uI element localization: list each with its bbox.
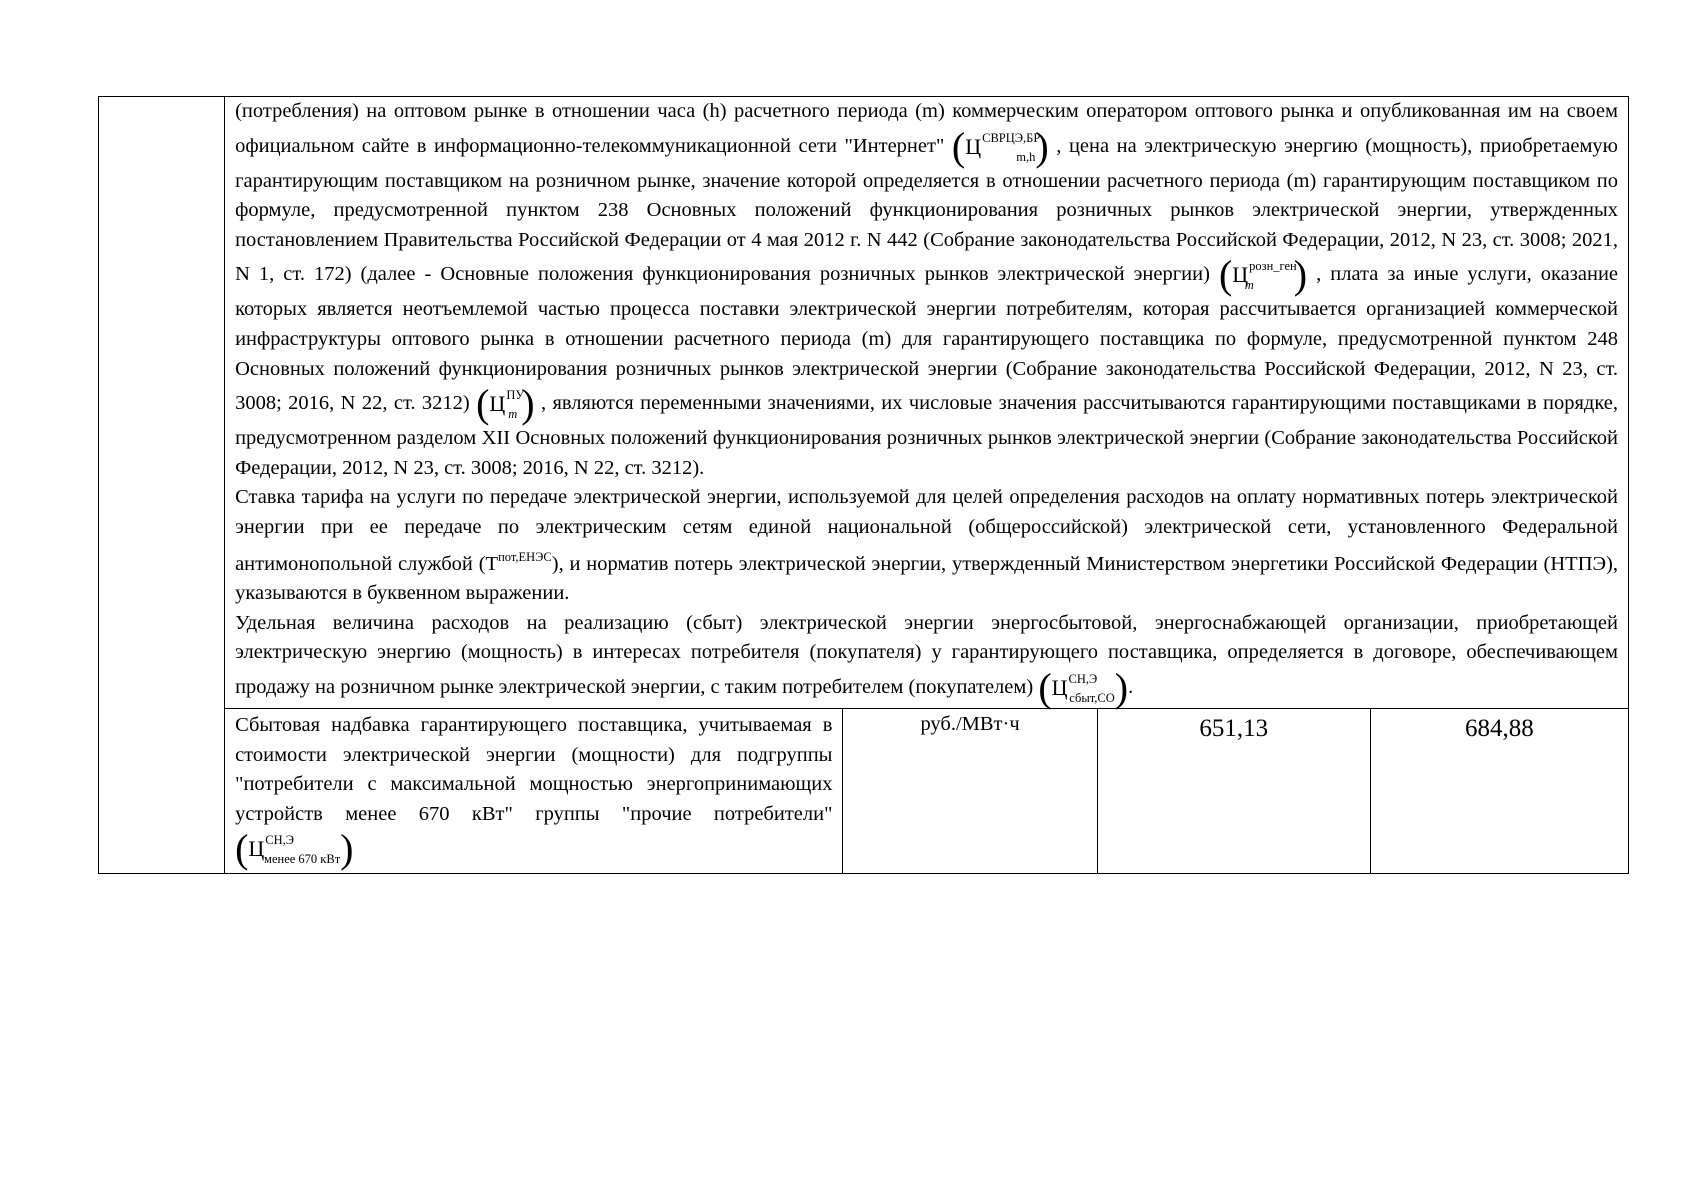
unit-cell: [843, 708, 1097, 873]
paragraph-2: [235, 483, 1618, 608]
formula-sub: m,h: [1016, 149, 1036, 164]
formula-sbyt-so: $(Ц^{СН,Э}_{сбыт,СО})$: [1038, 664, 1129, 710]
indicator-text: [225, 709, 842, 873]
formula-pu: ($Ц^{ПУ}_m$ ): [476, 381, 535, 427]
formula-sup: розн_ген: [1249, 259, 1297, 274]
value-first-half: 651,13: [1199, 714, 1269, 742]
text-fragment: , плата за иные услуги, оказание которых является неотъемлемой частью процесса поставки электрической энергии потребителям, которая рассчитывается организацией коммерческой инфраструктуры оптового рынка в отношении расчетного периода (m) для гарантирующего поставщика по формуле, предусмотренной пунктом 248 Основных положений функционирования розничных рынков электрической энергии (Собрание законодательства Российской Федерации, 2012, N 23, ст. 3008; 2016, N 22, ст. 3212): [235, 263, 1619, 415]
formula-rozn-gen: ($Ц^{розн\_ген}_m$ ): [1218, 252, 1308, 298]
description-cell: [225, 97, 1629, 709]
tariff-table: [98, 96, 1629, 874]
text-fragment: Сбытовая надбавка гарантирующего поставщика, учитываемая в стоимости электрической энергии (мощности) для подгруппы "потребители с максимальной мощностью энергопринимающих устройств менее 670 кВт" группы "прочие потребители": [235, 713, 833, 825]
formula-sup: СВРЦЭ,БР: [982, 130, 1041, 145]
indicator-cell: [225, 708, 843, 873]
value2-cell: [1370, 708, 1628, 873]
text-fragment: ), и норматив потерь электрической энергии, утвержденный Министерством энергетики Российской Федерации (НТПЭ), указываются в буквенном выражении.: [235, 552, 1618, 605]
text-fragment: , являются переменными значениями, их числовые значения рассчитываются гарантирующими поставщиками в порядке, предусмотренном разделом XII Основных положений функционирования розничных рынков электрической энергии (Собрание законодательства Российской Федерации, 2012, N 23, ст. 3008; 2016, N 22, ст. 3212).: [235, 392, 1619, 479]
formula-base: Ц: [489, 391, 506, 417]
table-row: [99, 708, 1629, 873]
text-fragment: (потребления) на оптовом рынке в отношении часа (h) расчетного периода (m) коммерческим оператором оптового рынка и опубликованная им на своем официальном сайте в информационно-телекоммуникационной сети "Интернет": [235, 100, 1618, 157]
formula-base: Ц: [965, 133, 982, 159]
text-fragment: Удельная величина расходов на реализацию (сбыт) электрической энергии энергосбытовой, энергоснабжающей организации, приобретающей электрическую энергию (мощность) в интересах потребителя (покупателя) у гарантирующего поставщика, определяется в договоре, обеспечивающем продажу на розничном рынке электрической энергии, с таким потребителем (покупателем): [235, 611, 1618, 698]
text-fragment: , цена на электрическую энергию (мощность), приобретаемую гарантирующим поставщиком на розничном рынке, значение которой определяется в отношении расчетного периода (m) гарантирующим поставщиком по формуле, предусмотренной пунктом 238 Основных положений функционирования розничных рынков электрической энергии, утвержденных постановлением Правительства Российской Федерации от 4 мая 2012 г. N 442 (Собрание законодательства Российской Федерации, 2012, N 23, ст. 3008; 2021, N 1, ст. 172) (далее - Основные положения функционирования розничных рынков электрической энергии): [235, 134, 1618, 286]
superscript: пот,ЕНЭС: [498, 549, 552, 564]
value-second-half: 684,88: [1465, 714, 1534, 742]
formula-sup: ПУ: [506, 388, 525, 403]
text-fragment: .: [1128, 675, 1134, 698]
formula-sub: m: [508, 407, 518, 422]
row-number-cell: [99, 97, 225, 874]
formula-sub: m: [1244, 278, 1254, 293]
formula-base: Ц: [1232, 262, 1249, 288]
formula-sub: сбыт,СО: [1069, 690, 1115, 705]
table-row: [99, 97, 1629, 709]
formula-sup: СН,Э: [1068, 671, 1098, 686]
formula-menee-670: $(Ц^{СН,Э}_{менее 670 кВт})$: [235, 826, 354, 872]
unit-label: руб./МВт·ч: [920, 712, 1020, 735]
paragraph-1: [235, 97, 1618, 483]
formula-cswr: $(Ц^{СВРЦЭ,БР}_{m,h})$: [951, 123, 1049, 169]
formula-base: Ц: [1051, 674, 1068, 700]
value1-cell: [1097, 708, 1370, 873]
description-text: [225, 97, 1628, 708]
paragraph-3: [235, 609, 1618, 708]
formula-sub: менее 670 кВт: [264, 852, 341, 867]
formula-sup: СН,Э: [265, 833, 295, 848]
text-fragment: Ставка тарифа на услуги по передаче электрической энергии, используемой для целей определения расходов на оплату нормативных потерь электрической энергии при ее передаче по электрическим сетям единой национальной (общероссийской) электрической сети, установленного Федеральной антимонопольной службой (Т: [235, 486, 1618, 575]
formula-base: Ц: [248, 836, 265, 862]
